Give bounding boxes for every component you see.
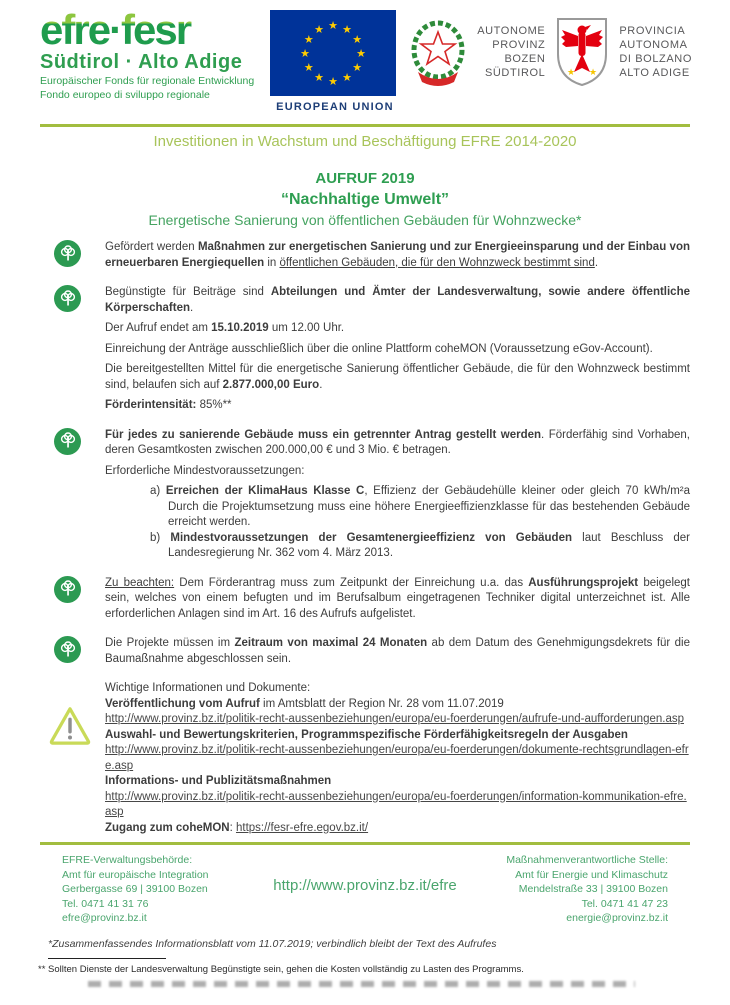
svg-text:★: ★ bbox=[342, 71, 352, 85]
paragraph: Erforderliche Mindestvoraussetzungen: bbox=[105, 464, 305, 477]
info-item-title: Informations- und Publizitätsmaßnahmen bbox=[105, 775, 332, 787]
efre-fesr-logo bbox=[40, 6, 258, 102]
tree-icon bbox=[54, 285, 81, 312]
province-name-german: AUTONOME PROVINZ BOZEN SÜDTIROL bbox=[477, 25, 546, 79]
section-application-requirements bbox=[40, 428, 690, 562]
footnote-double-asterisk: ** Sollten Dienste der Landesverwaltung Begünstigte sein, gehen die Kosten vollständig zu Lasten des Programms. bbox=[38, 963, 524, 975]
section-important-information bbox=[40, 681, 690, 836]
logo-fund-it: Fondo europeo di sviluppo regionale bbox=[40, 89, 210, 101]
svg-text:★: ★ bbox=[303, 33, 314, 46]
paragraph: Begünstigte für Beiträge sind Abteilungen und Ämter der Landesverwaltung, sowie andere öffentliche Körperschaften. bbox=[105, 286, 691, 314]
svg-text:★: ★ bbox=[314, 71, 324, 85]
tree-icon bbox=[54, 576, 81, 603]
cohemon-label: Zugang zum coheMON bbox=[105, 821, 230, 834]
paragraph: Zu beachten: Dem Förderantrag muss zum Zeitpunkt der Einreichung u.a. das Ausführungsprojekt beigelegt sein, welches von einem befugten und im Berufsalbum eingetragenen Techniker digital unterzeichnet ist. Alle erforderlichen Anlagen sind im Art. 16 des Aufrufs aufgelistet. bbox=[105, 576, 690, 620]
link-dokumente[interactable]: http://www.provinz.bz.it/politik-recht-aussenbeziehungen/europa/eu-foerderungen/dokumente-rechtsgrundlagen-efre.asp bbox=[105, 744, 689, 772]
south-tyrol-coat-of-arms-icon bbox=[554, 16, 610, 88]
section-beneficiaries-deadline bbox=[40, 285, 690, 414]
header bbox=[0, 0, 730, 118]
efre-email[interactable]: efre@provinz.bz.it bbox=[62, 912, 147, 924]
paragraph: Der Aufruf endet am 15.10.2019 um 12.00 Uhr. bbox=[105, 322, 345, 334]
province-name-italian: PROVINCIA AUTONOMA DI BOLZANO ALTO ADIGE bbox=[619, 25, 692, 79]
svg-text:★: ★ bbox=[589, 68, 598, 78]
info-cohemon-line: Zugang zum coheMON: https://fesr-efre.egov.bz.it/ bbox=[105, 821, 369, 834]
theme-title: “Nachhaltige Umwelt” bbox=[280, 191, 450, 208]
province-block bbox=[408, 10, 692, 92]
list-item-b: b) Mindestvoraussetzungen der Gesamtenergieeffizienz von Gebäuden laut Beschluss der Landesregierung Nr. 362 vom 4. März 2013. bbox=[150, 531, 690, 559]
tree-icon bbox=[54, 240, 81, 267]
top-divider bbox=[40, 124, 690, 127]
link-aufrufe[interactable]: http://www.provinz.bz.it/politik-recht-aussenbeziehungen/europa/eu-foerderungen/aufrufe-und-aufforderungen.asp bbox=[105, 713, 684, 725]
info-item-title: Auswahl- und Bewertungskriterien, Programmspezifische Förderfähigkeitsregeln der Ausgaben bbox=[105, 728, 628, 741]
info-intro: Wichtige Informationen und Dokumente: bbox=[105, 682, 311, 694]
energie-email[interactable]: energie@provinz.bz.it bbox=[566, 912, 668, 924]
eu-flag-icon bbox=[270, 10, 396, 96]
footer-responsible-office: Maßnahmenverantwortliche Stelle: Amt für Energie und Klimaschutz Mendelstraße 33 | 39100 Bozen Tel. 0471 41 47 23 energie@provinz.bz.it bbox=[468, 853, 668, 926]
cutoff-text-artifact bbox=[88, 981, 635, 987]
logo-region-line: Südtirol · Alto Adige bbox=[40, 51, 243, 73]
svg-text:★: ★ bbox=[342, 22, 352, 36]
tree-icon bbox=[54, 428, 81, 455]
eu-flag-block bbox=[270, 10, 400, 113]
warning-icon bbox=[48, 681, 92, 836]
tree-icon bbox=[54, 636, 81, 663]
paragraph: Die Projekte müssen im Zeitraum von maximal 24 Monaten ab dem Datum des Genehmigungsdekrets für die Baumaßnahme abgeschlossen sein. bbox=[105, 637, 691, 665]
svg-text:★: ★ bbox=[567, 68, 576, 78]
footer-managing-authority: EFRE-Verwaltungsbehörde: Amt für europäische Integration Gerbergasse 69 | 39100 Bozen Tel. 0471 41 31 76 efre@provinz.bz.it bbox=[62, 853, 262, 926]
title-block bbox=[0, 170, 730, 228]
efre-fesr-wordmark: efre·fesr bbox=[40, 10, 258, 50]
svg-text:★: ★ bbox=[356, 47, 366, 60]
section-project-duration bbox=[40, 636, 690, 667]
svg-text:★: ★ bbox=[303, 61, 314, 74]
svg-text:★: ★ bbox=[328, 19, 338, 32]
paragraph: Die bereitgestellten Mittel für die energetische Sanierung öffentlicher Gebäude, die für den Wohnzweck bestimmt sind, belaufen sich auf 2.877.000,00 Euro. bbox=[105, 363, 690, 391]
svg-text:★: ★ bbox=[328, 75, 338, 88]
svg-text:★: ★ bbox=[352, 61, 363, 74]
footer bbox=[0, 845, 730, 926]
logo-fund-de: Europäischer Fonds für regionale Entwicklung bbox=[40, 75, 255, 87]
paragraph: Einreichung der Anträge ausschließlich über die online Plattform coheMON (Voraussetzung eGov-Account). bbox=[105, 342, 653, 355]
section-execution-project bbox=[40, 576, 690, 623]
svg-text:★: ★ bbox=[352, 33, 363, 46]
info-item-title: Veröffentlichung vom Aufruf im Amtsblatt der Region Nr. 28 vom 11.07.2019 bbox=[105, 697, 504, 710]
subject-title: Energetische Sanierung von öffentlichen Gebäuden für Wohnzwecke* bbox=[148, 212, 582, 228]
program-banner: Investitionen in Wachstum und Beschäftigung EFRE 2014-2020 bbox=[153, 133, 577, 150]
footnote-rule bbox=[48, 958, 166, 959]
link-cohemon[interactable]: https://fesr-efre.egov.bz.it/ bbox=[235, 821, 369, 834]
svg-text:★: ★ bbox=[314, 22, 324, 36]
svg-text:★: ★ bbox=[300, 47, 310, 60]
eu-label: EUROPEAN UNION bbox=[276, 101, 394, 113]
italian-emblem-icon bbox=[408, 16, 468, 92]
paragraph: Für jedes zu sanierende Gebäude muss ein getrennter Antrag gestellt werden. Förderfähig sind Vorhaben, deren Gesamtkosten zwischen 200.000,00 € und 3 Mio. € betragen. bbox=[105, 428, 691, 456]
footer-website-url[interactable]: http://www.provinz.bz.it/efre bbox=[273, 877, 457, 894]
list-item-a: a) Erreichen der KlimaHaus Klasse C, Effizienz der Gebäudehülle kleiner oder gleich 70 kWh/m²a Durch die Projektumsetzung muss eine höhere Energieeffizienzklasse für das bestehenden Gebäude erreicht werden. bbox=[150, 485, 691, 528]
section-funded-measures bbox=[40, 240, 690, 271]
footnote-summary: *Zusammenfassendes Informationsblatt vom 11.07.2019; verbindlich bleibt der Text des Aufrufes bbox=[48, 937, 497, 950]
call-title: AUFRUF 2019 bbox=[315, 170, 415, 187]
document-body bbox=[40, 240, 690, 836]
link-information[interactable]: http://www.provinz.bz.it/politik-recht-aussenbeziehungen/europa/eu-foerderungen/information-kommunikation-efre.asp bbox=[105, 790, 687, 818]
paragraph: Gefördert werden Maßnahmen zur energetischen Sanierung und zur Energieeinsparung und der Einbau von erneuerbaren Energiequellen in öffentlichen Gebäuden, die für den Wohnzweck bestimmt sind. bbox=[105, 241, 691, 269]
paragraph: Förderintensität: 85%** bbox=[105, 399, 232, 411]
